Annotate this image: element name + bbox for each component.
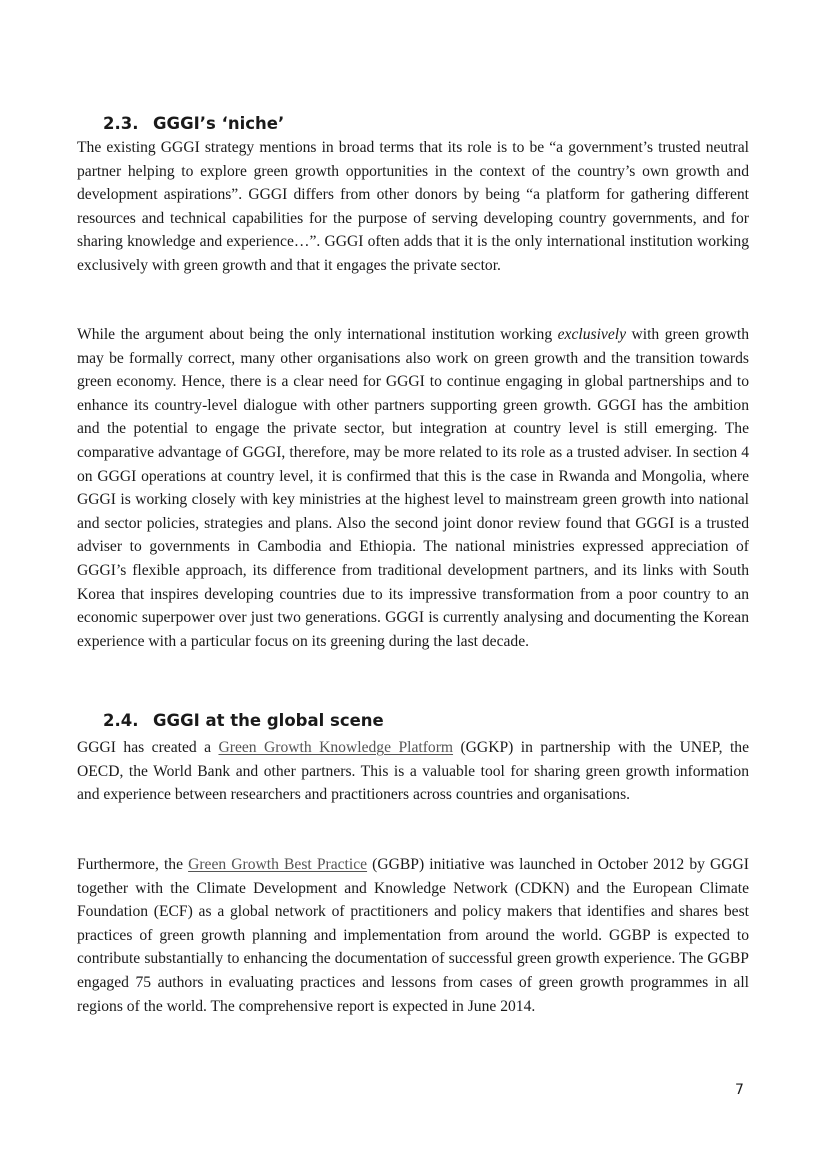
section-title: GGGI’s ‘niche’ bbox=[153, 114, 285, 133]
section-heading-2-3 bbox=[103, 114, 284, 133]
paragraph-text-after: (GGBP) initiative was launched in October 2012 by GGGI together with the Climate Development and Knowledge Network (CDKN) and the European Climate Foundation (ECF) as a global network of practitioners and policy makers that identifies and shares best practices of green growth planning and implementation from around the world. GGBP is expected to contribute substantially to enhancing the documentation of successful green growth experience. The GGBP engaged 75 authors in evaluating practices and lessons from cases of green growth programmes in all regions of the world. The comprehensive report is expected in June 2014. bbox=[77, 856, 749, 1015]
paragraph-text-before: While the argument about being the only international institution working bbox=[77, 326, 558, 343]
paragraph-text-before: GGGI has created a bbox=[77, 739, 219, 756]
section-heading-2-4 bbox=[103, 711, 384, 730]
paragraph-niche-intro: The existing GGGI strategy mentions in broad terms that its role is to be “a government’s trusted neutral partner helping to explore green growth opportunities in the context of the country’s own growth and development aspirations”. GGGI differs from other donors by being “a platform for gathering different resources and technical capabilities for the purpose of serving developing country governments, and for sharing knowledge and experience…”. GGGI often adds that it is the only international institution working exclusively with green growth and that it engages the private sector. bbox=[77, 139, 749, 274]
paragraph-text-after: (GGKP) in partnership with the UNEP, the OECD, the World Bank and other partners. This is a valuable tool for sharing green growth information and experience between researchers and practitioners across countries and organisations. bbox=[77, 739, 749, 804]
paragraph-niche-argument bbox=[77, 323, 749, 653]
paragraph-text-before: Furthermore, the bbox=[77, 856, 189, 873]
link-green-growth-knowledge-platform[interactable]: Green Growth Knowledge Platform bbox=[218, 739, 454, 756]
section-title: GGGI at the global scene bbox=[153, 711, 384, 730]
paragraph-ggbp bbox=[77, 853, 749, 1018]
paragraph-text-after: with green growth may be formally correct, many other organisations also work on green growth and the transition towards green economy. Hence, there is a clear need for GGGI to continue engaging in global partnerships and to enhance its country-level dialogue with other partners supporting green growth. GGGI has the ambition and the potential to engage the private sector, but integration at country level is still emerging. The comparative advantage of GGGI, therefore, may be more related to its role as a trusted adviser. In section 4 on GGGI operations at country level, it is confirmed that this is the case in Rwanda and Mongolia, where GGGI is working closely with key ministries at the highest level to mainstream green growth into national and sector policies, strategies and plans. Also the second joint donor review found that GGGI is a trusted adviser to governments in Cambodia and Ethiopia. The national ministries expressed appreciation of GGGI’s flexible approach, its difference from traditional development partners, and its links with South Korea that inspires developing countries due to its impressive transformation from a poor country to an economic superpower over just two generations. GGGI is currently analysing and documenting the Korean experience with a particular focus on its greening during the last decade. bbox=[77, 326, 749, 650]
section-number: 2.3. bbox=[103, 114, 139, 133]
link-green-growth-best-practice[interactable]: Green Growth Best Practice bbox=[188, 856, 368, 873]
paragraph-ggkp bbox=[77, 736, 749, 807]
emphasis-exclusively: exclusively bbox=[557, 326, 627, 343]
section-number: 2.4. bbox=[103, 711, 139, 730]
page-number: 7 bbox=[735, 1082, 744, 1098]
